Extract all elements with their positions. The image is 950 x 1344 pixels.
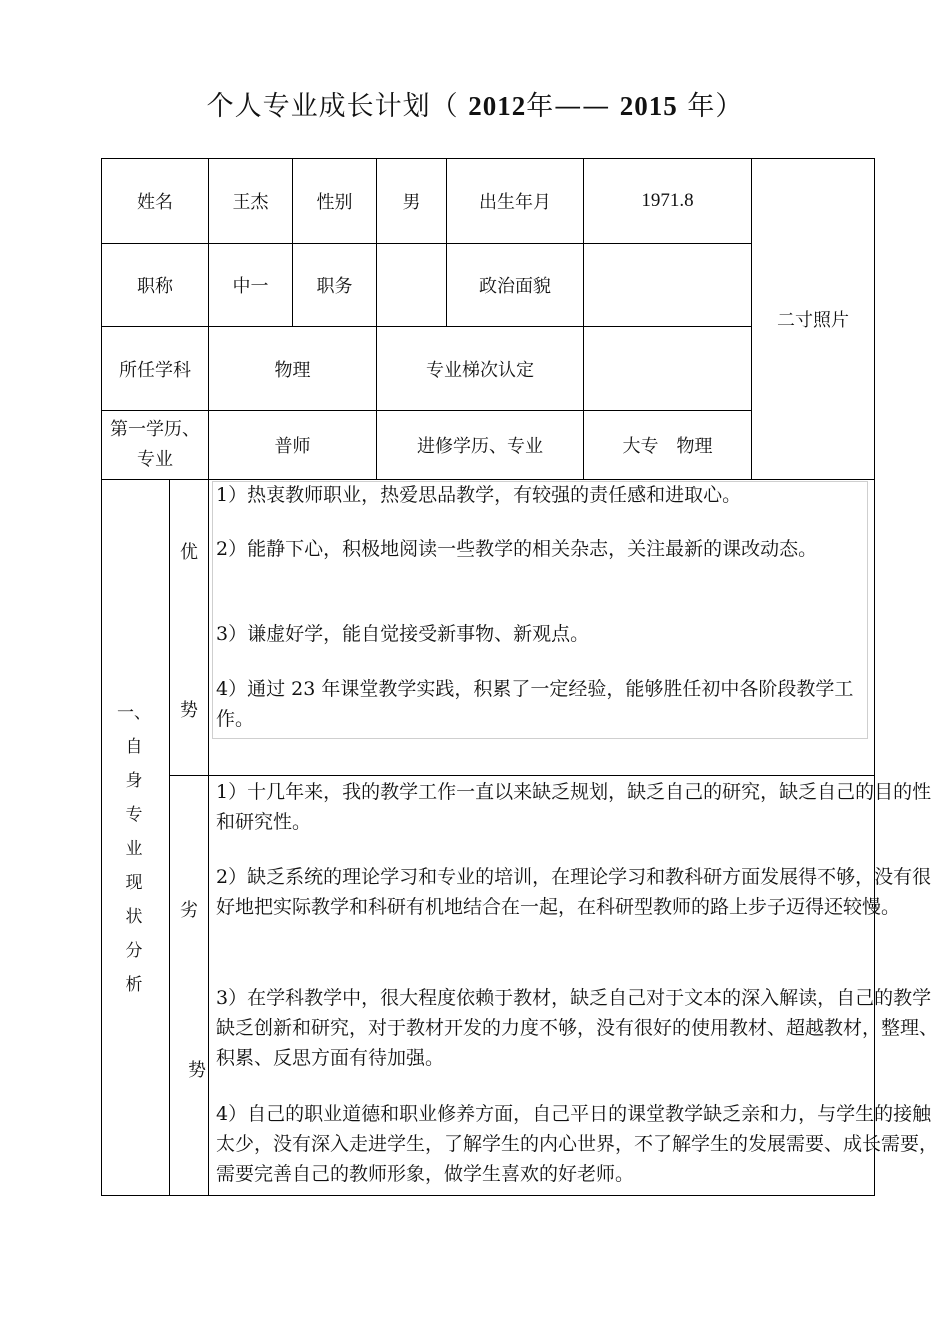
column-divider: [169, 479, 170, 1196]
subject-value: 物理: [274, 359, 311, 381]
politics-value: [584, 244, 751, 326]
name-value: 王杰: [232, 192, 269, 213]
title-year-end: 2015: [619, 91, 678, 121]
name-label: 姓名: [137, 192, 173, 213]
section-title-char: 析: [125, 975, 143, 995]
ladder-label: 专业梯次认定: [426, 359, 534, 381]
ladder-value: [584, 327, 751, 410]
position-value: [377, 244, 446, 326]
politics-label: 政治面貌: [479, 276, 551, 297]
title-year-start: 2012: [468, 91, 527, 121]
strength-item: 2）能静下心，积极地阅读一些教学的相关杂志，关注最新的课改动态。: [216, 538, 818, 560]
photo-placeholder: 二寸照片: [777, 310, 849, 331]
section-title-char: 业: [125, 839, 143, 859]
birth-value: 1971.8: [641, 190, 694, 211]
education-label-line-2: 专业: [137, 449, 173, 470]
education-label-line-1: 第一学历、: [110, 419, 200, 440]
weakness-item: 2）缺乏系统的理论学习和专业的培训，在理论学习和教科研方面发展得不够，没有很好地把实际教学和科研有机地结合在一起，在科研型教师的路上步子迈得还较慢。: [216, 866, 932, 918]
section-title-char: 分: [125, 941, 143, 961]
position-label: 职务: [316, 276, 353, 297]
gender-label: 性别: [316, 192, 353, 213]
strength-item: 1）热衷教师职业，热爱思品教学，有较强的责任感和进取心。: [216, 484, 742, 506]
strength-label-bottom: 势: [180, 700, 198, 721]
section-title-char: 现: [125, 873, 143, 893]
section-title-char: 一、: [117, 703, 151, 723]
gender-value: 男: [402, 192, 421, 213]
section-title-char: 专: [125, 805, 143, 825]
title-label: 职称: [137, 276, 173, 297]
strength-label-top: 优: [180, 542, 198, 563]
further-edu-value: 大专 物理: [622, 436, 713, 457]
title-prefix: 个人专业成长计划（: [206, 91, 469, 122]
strength-item: 3）谦虚好学，能自觉接受新事物、新观点。: [216, 623, 590, 645]
further-edu-label: 进修学历、专业: [417, 436, 543, 457]
section-title-char: 自: [125, 737, 143, 757]
education-value: 普师: [274, 436, 311, 457]
section-title-char: 状: [125, 907, 143, 927]
column-divider: [208, 479, 209, 1196]
education-label: [102, 411, 208, 479]
weakness-label-top: 劣: [180, 900, 198, 921]
strength-item: 4）通过 23 年课堂教学实践，积累了一定经验，能够胜任初中各阶段教学工作。: [216, 678, 854, 730]
birth-label: 出生年月: [479, 192, 551, 213]
row-divider: [169, 775, 875, 776]
weakness-item: 1）十几年来，我的教学工作一直以来缺乏规划，缺乏自己的研究，缺乏自己的目的性和研究性。: [216, 781, 932, 833]
weakness-label-bottom: 势: [188, 1060, 206, 1081]
section-title: [104, 696, 164, 1002]
table-border-bottom: [101, 1195, 875, 1196]
title-value: 中一: [232, 276, 269, 297]
title-separator: 年——: [526, 91, 620, 122]
section-title-char: 身: [125, 771, 143, 791]
subject-label: 所任学科: [119, 359, 191, 381]
weakness-item: 4）自己的职业道德和职业修养方面，自己平日的课堂教学缺乏亲和力，与学生的接触太少，没有深入走进学生，了解学生的内心世界，不了解学生的发展需要、成长需要，需要完善自己的教师形象，做学生喜欢的好老师。: [216, 1103, 939, 1185]
page-title: [0, 84, 950, 123]
weakness-item: 3）在学科教学中，很大程度依赖于教材，缺乏自己对于文本的深入解读，自己的教学缺乏创新和研究，对于教材开发的力度不够，没有很好的使用教材、超越教材，整理、积累、反思方面有待加强。: [216, 987, 939, 1069]
title-suffix: 年）: [677, 91, 744, 122]
